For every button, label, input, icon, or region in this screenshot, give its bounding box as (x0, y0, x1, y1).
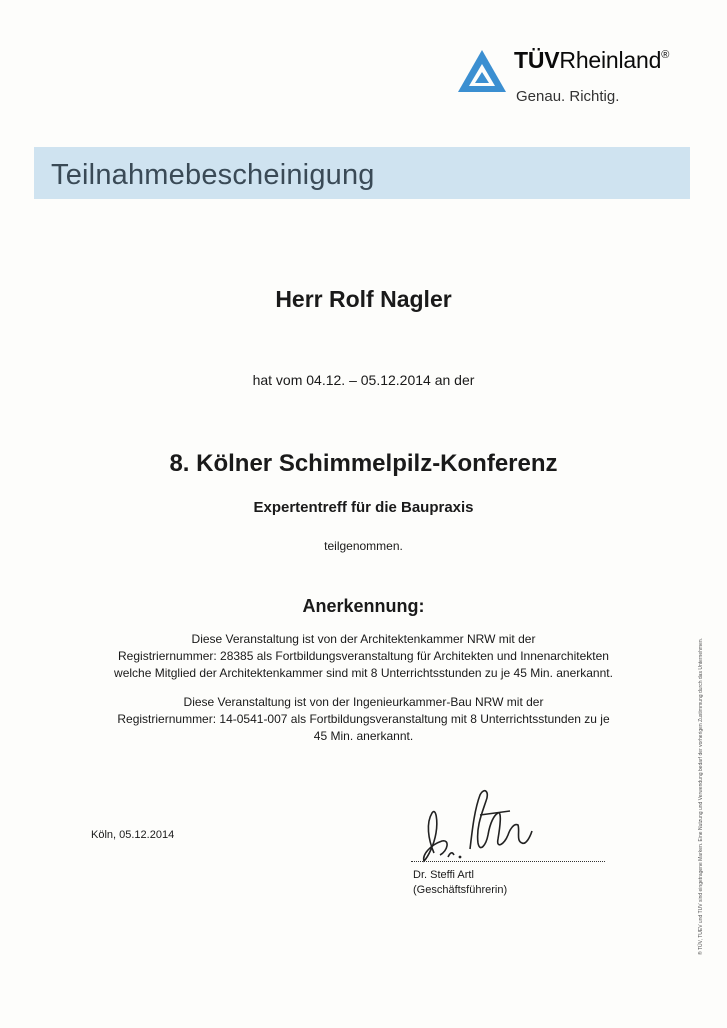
signer-role: (Geschäftsführerin) (413, 884, 508, 896)
text-line: 45 Min. anerkannt. (313, 729, 414, 743)
event-subtitle: Expertentreff für die Baupraxis (253, 499, 474, 516)
recognition-paragraph-engineers (0, 694, 727, 745)
logo-brand-name: TÜVRheinland® (514, 47, 670, 73)
participated-text: teilgenommen. (324, 539, 403, 553)
tuv-rheinland-logo (458, 47, 698, 117)
text-line: Registriernummer: 14-0541-007 als Fortbildungsveranstaltung mit 8 Unterrichtsstunden zu je (117, 712, 610, 726)
text-line: Registriernummer: 28385 als Fortbildungsveranstaltung für Architekten und Innenarchitekten (118, 649, 609, 663)
text-line: Diese Veranstaltung ist von der Ingenieurkammer-Bau NRW mit der (183, 695, 544, 709)
title-band (34, 147, 690, 199)
signature-line (411, 861, 605, 862)
trademark-notice: ® TÜV, TUEV und TUV sind eingetragene Marken. Eine Nutzung und Verwendung bedarf der vorherigen Zustimmung durch das Unternehmen. (698, 637, 704, 955)
signer-name: Dr. Steffi Artl (413, 869, 474, 881)
document-title: Teilnahmebescheinigung (51, 159, 375, 191)
participation-period: hat vom 04.12. – 05.12.2014 an der (252, 372, 475, 388)
text-line: Diese Veranstaltung ist von der Architektenkammer NRW mit der (191, 632, 536, 646)
text-line: welche Mitglied der Architektenkammer sind mit 8 Unterrichtsstunden zu je 45 Min. anerkannt. (114, 666, 613, 680)
participant-name: Herr Rolf Nagler (275, 286, 452, 312)
place-date: Köln, 05.12.2014 (91, 829, 175, 841)
logo-tagline: Genau. Richtig. (516, 88, 620, 105)
tuv-triangle-icon (458, 50, 506, 92)
signer-block (413, 868, 507, 898)
recognition-paragraph-architects (0, 631, 727, 682)
recognition-heading: Anerkennung: (302, 596, 425, 616)
event-title: 8. Kölner Schimmelpilz-Konferenz (169, 450, 558, 477)
handwritten-signature (414, 783, 549, 865)
